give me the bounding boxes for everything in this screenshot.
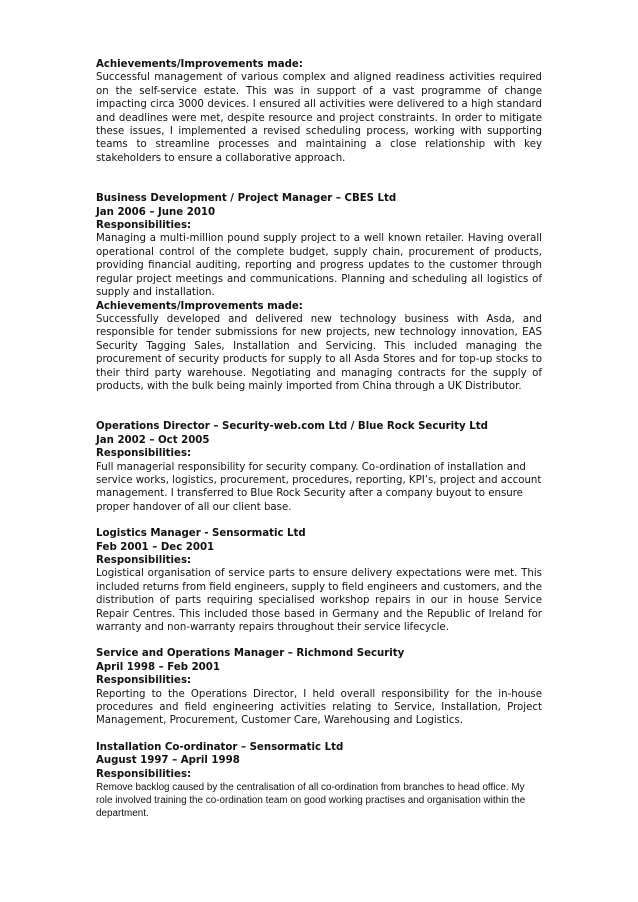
- job-title: Installation Co-ordinator – Sensormatic Ltd: [96, 741, 344, 753]
- job-dates: Feb 2001 – Dec 2001: [96, 541, 215, 553]
- responsibilities-text: Logistical organisation of service parts to ensure delivery expectations were met. This included returns from field engineers, supply to field engineers and customers, and the distribution of parts requiring specialised workshop repairs in our in house Service Repair Centres. This included those based in Germany and the Republic of Ireland for warranty and non-warranty repairs throughout their service lifecycle.: [96, 568, 542, 634]
- job-entry-sensormatic-installation: [96, 741, 542, 820]
- job-dates: Jan 2002 – Oct 2005: [96, 434, 210, 446]
- achievements-heading: Achievements/Improvements made:: [96, 300, 303, 312]
- job-entry-richmond: [96, 647, 542, 727]
- achievements-heading: Achievements/Improvements made:: [96, 59, 303, 70]
- responsibilities-text: Full managerial responsibility for security company. Co-ordination of installation and service works, logistics, procurement, procedures, reporting, KPI’s, project and account management. I transferred to Blue Rock Security after a company buyout to ensure proper handover of all our client base.: [96, 461, 542, 513]
- job-entry-security-web: [96, 420, 542, 514]
- responsibilities-heading: Responsibilities:: [96, 675, 192, 687]
- job-title: Logistics Manager - Sensormatic Ltd: [96, 528, 306, 540]
- job-title: Service and Operations Manager – Richmond Security: [96, 648, 405, 660]
- job-entry-cbes: [96, 192, 542, 393]
- achievements-text: Successfully developed and delivered new technology business with Asda, and responsible for tender submissions for new projects, new technology innovation, EAS Security Tagging Sales, Installation and Servicing. This included managing the procurement of security products for supply to all Asda Stores and for top-up stocks to their third party warehouse. Negotiating and managing contracts for the supply of products, with the bulk being mainly imported from China through a UK Distributor.: [96, 313, 542, 392]
- achievements-text: Successful management of various complex and aligned readiness activities required on the self-service estate. This was in support of a vast programme of change impacting circa 3000 devices. I ensured all activities were delivered to a high standard and deadlines were met, despite resource and project constraints. In order to mitigate these issues, I implemented a revised scheduling process, working with supporting teams to streamline processes and maintaining a close relationship with key stakeholders to ensure a collaborative approach.: [96, 72, 542, 164]
- achievements-section-top: [96, 58, 542, 165]
- job-dates: August 1997 – April 1998: [96, 755, 240, 767]
- job-title: Business Development / Project Manager – CBES Ltd: [96, 193, 397, 205]
- job-title: Operations Director – Security-web.com Ltd / Blue Rock Security Ltd: [96, 421, 488, 433]
- responsibilities-text: Managing a multi-million pound supply project to a well known retailer. Having overall operational control of the complete budget, supply chain, procurement of products, providing financial auditing, reporting and progress updates to the customer through regular project meetings and communications. Planning and scheduling all logistics of supply and installation.: [96, 233, 542, 299]
- responsibilities-text: Remove backlog caused by the centralisation of all co-ordination from branches to head office. My role involved training the co-ordination team on good working practises and organisation within the department.: [96, 782, 526, 820]
- job-dates: Jan 2006 – June 2010: [96, 206, 216, 218]
- responsibilities-text: Reporting to the Operations Director, I held overall responsibility for the in-house procedures and field engineering activities relating to Service, Installation, Project Management, Procurement, Customer Care, Warehousing and Logistics.: [96, 688, 542, 727]
- responsibilities-heading: Responsibilities:: [96, 220, 192, 232]
- responsibilities-heading: Responsibilities:: [96, 768, 192, 780]
- responsibilities-heading: Responsibilities:: [96, 555, 192, 566]
- cv-page: [96, 58, 542, 820]
- job-dates: April 1998 – Feb 2001: [96, 661, 220, 673]
- responsibilities-heading: Responsibilities:: [96, 448, 192, 460]
- job-entry-sensormatic-logistics: [96, 527, 542, 634]
